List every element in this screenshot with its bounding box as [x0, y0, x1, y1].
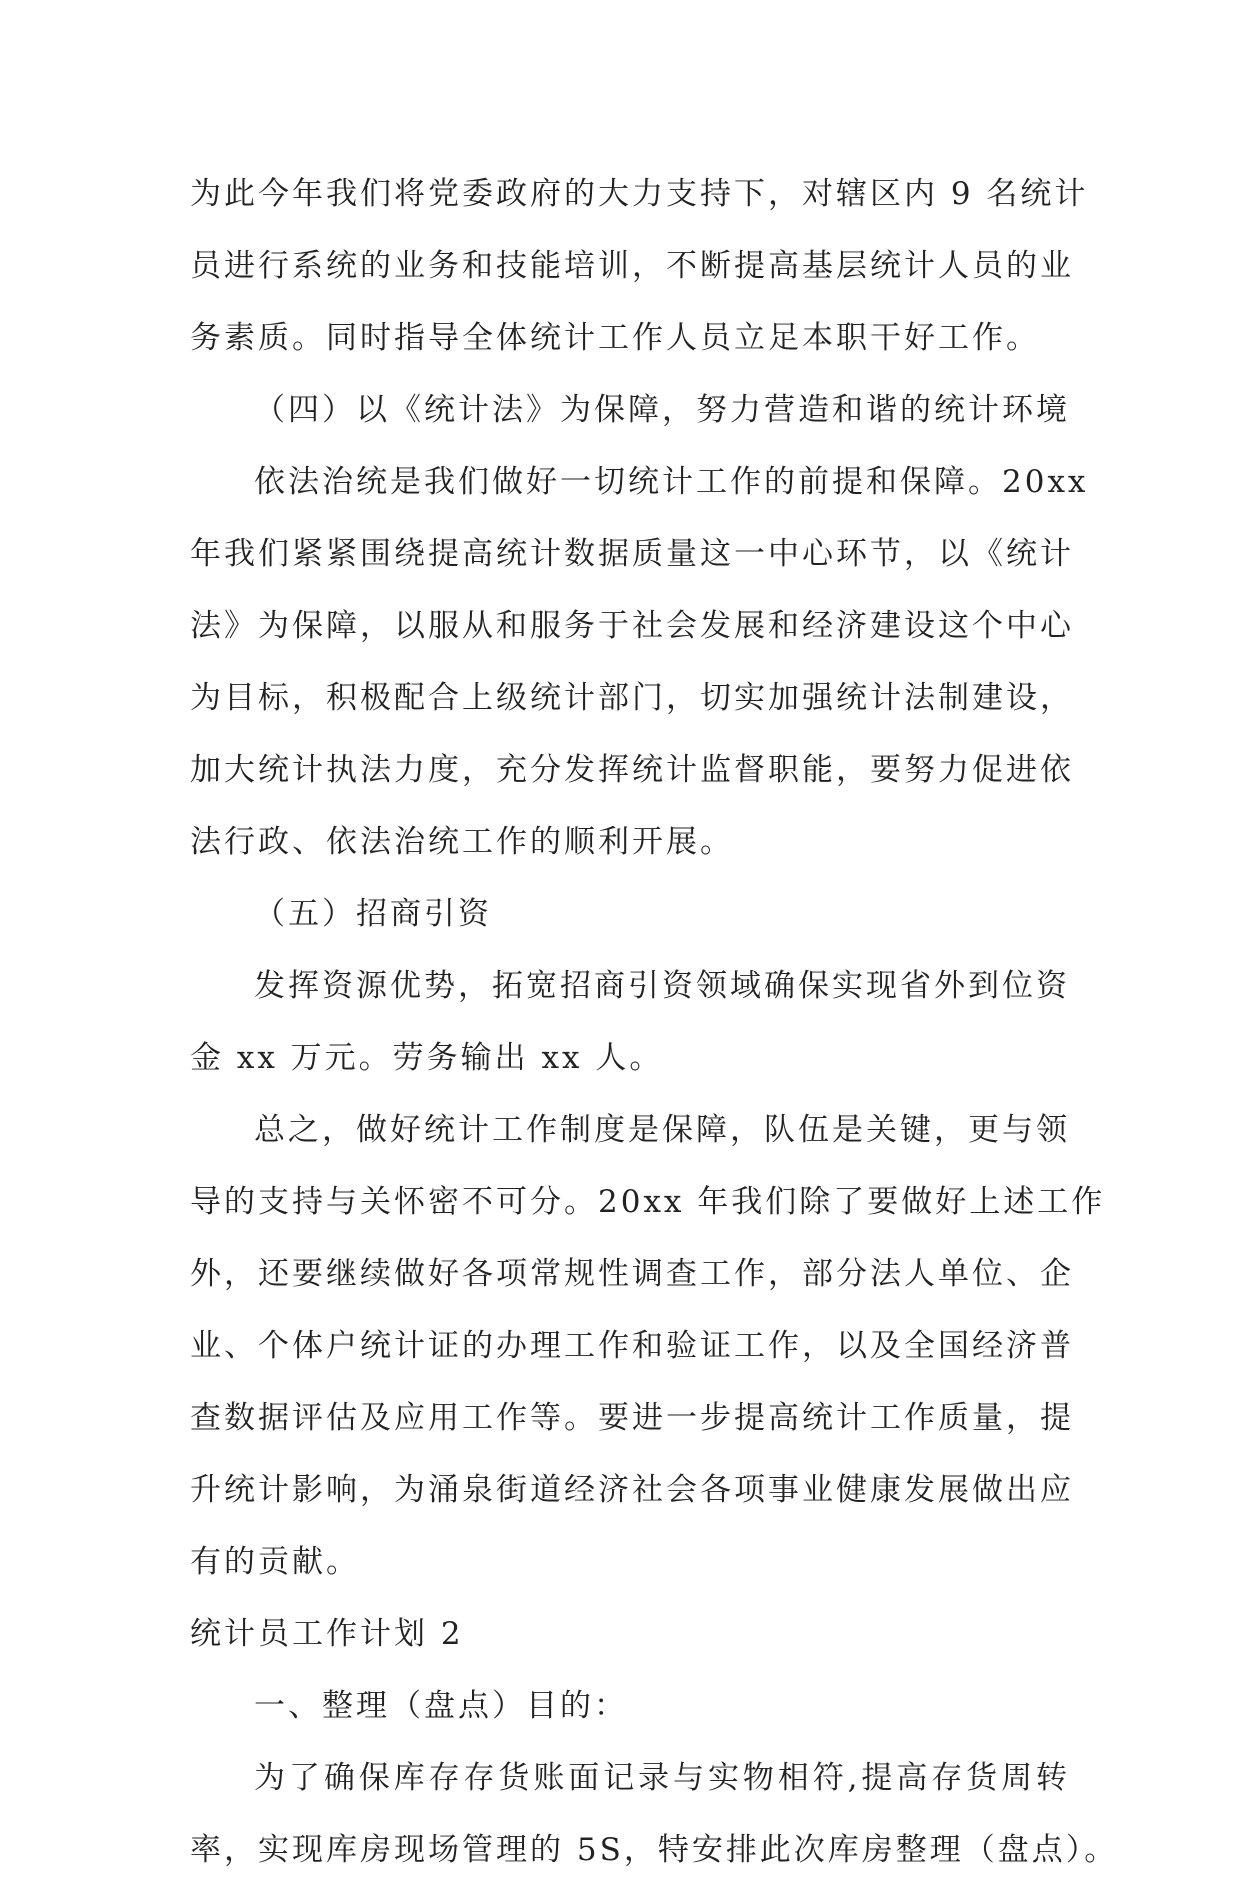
- paragraph-first-line: 为了确保库存存货账面记录与实物相符,提高存货周转: [254, 1760, 1070, 1796]
- text-line: 导的支持与关怀密不可分。20xx 年我们除了要做好上述工作: [190, 1184, 1106, 1220]
- text-line: 外，还要继续做好各项常规性调查工作，部分法人单位、企: [190, 1256, 1074, 1292]
- text-line: 法行政、依法治统工作的顺利开展。: [190, 824, 734, 860]
- text-line: 加大统计执法力度，充分发挥统计监督职能，要努力促进依: [190, 752, 1074, 788]
- text-line: 为此今年我们将党委政府的大力支持下，对辖区内 9 名统计: [190, 176, 1089, 212]
- text-line: 率，实现库房现场管理的 5S，特安排此次库房整理（盘点）。: [190, 1832, 1119, 1868]
- paragraph-first-line: 发挥资源优势，拓宽招商引资领域确保实现省外到位资: [254, 968, 1070, 1004]
- paragraph-first-line: 依法治统是我们做好一切统计工作的前提和保障。20xx: [254, 464, 1089, 500]
- text-line: 升统计影响，为涌泉街道经济社会各项事业健康发展做出应: [190, 1472, 1074, 1508]
- text-line: 为目标，积极配合上级统计部门，切实加强统计法制建设，: [190, 680, 1074, 716]
- paragraph-first-line: 总之，做好统计工作制度是保障，队伍是关键，更与领: [254, 1112, 1070, 1148]
- text-line: 员进行系统的业务和技能培训，不断提高基层统计人员的业: [190, 248, 1074, 284]
- text-line: 查数据评估及应用工作等。要进一步提高统计工作质量，提: [190, 1400, 1074, 1436]
- text-line: 法》为保障，以服从和服务于社会发展和经济建设这个中心: [190, 608, 1074, 644]
- text-line: 金 xx 万元。劳务输出 xx 人。: [190, 1040, 664, 1076]
- text-line: 年我们紧紧围绕提高统计数据质量这一中心环节，以《统计: [190, 536, 1074, 572]
- section-heading: （四）以《统计法》为保障，努力营造和谐的统计环境: [254, 392, 1070, 428]
- document-subtitle: 统计员工作计划 2: [190, 1616, 464, 1652]
- section-heading: （五）招商引资: [254, 896, 492, 932]
- section-heading: 一、整理（盘点）目的：: [254, 1688, 628, 1724]
- text-line: 有的贡献。: [190, 1544, 360, 1580]
- document-body: [190, 158, 1119, 1886]
- text-line: 业、个体户统计证的办理工作和验证工作，以及全国经济普: [190, 1328, 1074, 1364]
- text-line: 务素质。同时指导全体统计工作人员立足本职干好工作。: [190, 320, 1040, 356]
